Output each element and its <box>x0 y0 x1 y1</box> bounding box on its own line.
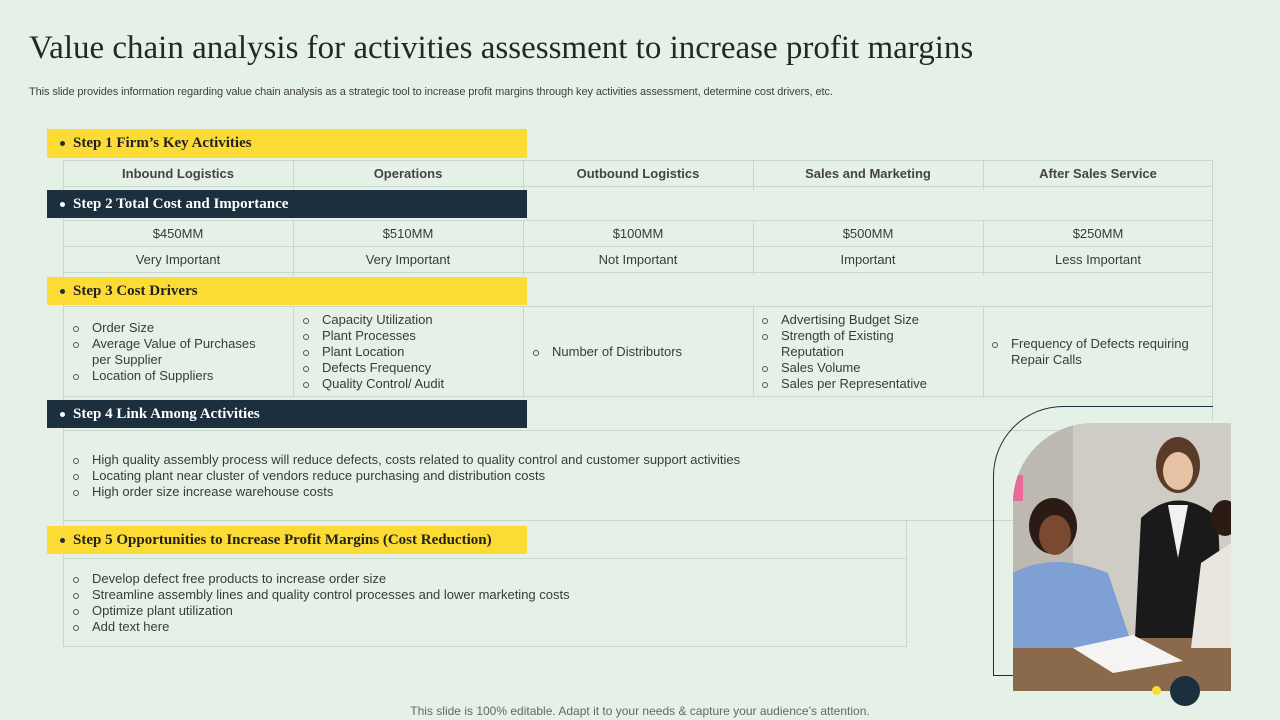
list-item: Capacity Utilization <box>301 312 501 328</box>
bullet-dot <box>60 141 65 146</box>
list-item: Frequency of Defects requiring Repair Calls <box>990 336 1190 368</box>
links-list <box>71 431 831 520</box>
bullet-dot <box>60 202 65 207</box>
activity-cell: After Sales Service <box>1039 166 1157 181</box>
bullet-dot <box>60 412 65 417</box>
decor-yellow-dot <box>1152 686 1161 695</box>
cost-drivers-outbound <box>531 307 761 396</box>
cost-drivers-inbound <box>71 307 301 396</box>
decor-navy-circle <box>1170 676 1200 706</box>
step4-header <box>47 400 527 428</box>
list-item: Plant Processes <box>301 328 501 344</box>
list-item: Optimize plant utilization <box>71 603 831 619</box>
cost-cell: $510MM <box>382 226 434 241</box>
activity-cell: Inbound Logistics <box>122 166 234 181</box>
activity-cell: Sales and Marketing <box>805 166 931 181</box>
list-item: Quality Control/ Audit <box>301 376 501 392</box>
step1-header <box>47 129 527 158</box>
step5-label: Step 5 Opportunities to Increase Profit Margins (Cost Reduction) <box>73 531 492 548</box>
list-item: High quality assembly process will reduce defects, costs related to quality control and customer support activities <box>71 452 831 468</box>
list-item: Plant Location <box>301 344 501 360</box>
activity-cell: Outbound Logistics <box>576 166 700 181</box>
list-item: High order size increase warehouse costs <box>71 484 831 500</box>
list-item: Strength of Existing Reputation <box>760 328 960 360</box>
step1-label: Step 1 Firm’s Key Activities <box>73 135 252 151</box>
cost-cell: $250MM <box>1072 226 1124 241</box>
page-subtitle: This slide provides information regarding value chain analysis as a strategic tool to increase profit margins through key activities assessment, determine cost drivers, etc. <box>29 86 833 98</box>
step2-label: Step 2 Total Cost and Importance <box>73 195 289 212</box>
importance-cell: Important <box>840 252 896 267</box>
cost-drivers-after-sales <box>990 307 1220 396</box>
list-item: Order Size <box>71 320 271 336</box>
step3-label: Step 3 Cost Drivers <box>73 282 198 299</box>
bullet-dot <box>60 289 65 294</box>
activity-cell: Operations <box>373 166 443 181</box>
importance-cell: Not Important <box>598 252 678 267</box>
step4-label: Step 4 Link Among Activities <box>73 405 260 422</box>
step5-header <box>47 526 527 554</box>
list-item: Add text here <box>71 619 831 635</box>
opportunities-list <box>71 559 831 646</box>
list-item: Average Value of Purchases per Supplier <box>71 336 271 368</box>
importance-cell: Very Important <box>135 252 221 267</box>
importance-cell: Very Important <box>365 252 451 267</box>
list-item: Location of Suppliers <box>71 368 271 384</box>
list-item: Streamline assembly lines and quality control processes and lower marketing costs <box>71 587 831 603</box>
team-photo-illustration <box>1013 423 1231 691</box>
list-item: Develop defect free products to increase order size <box>71 571 831 587</box>
bullet-dot <box>60 538 65 543</box>
list-item: Defects Frequency <box>301 360 501 376</box>
list-item: Number of Distributors <box>531 344 731 360</box>
cost-cell: $100MM <box>612 226 664 241</box>
cost-cell: $450MM <box>152 226 204 241</box>
step2-header <box>47 190 527 218</box>
list-item: Sales Volume <box>760 360 960 376</box>
team-photo <box>1013 423 1231 691</box>
footer-note: This slide is 100% editable. Adapt it to your needs & capture your audience’s attention. <box>410 704 870 718</box>
cost-drivers-sales <box>760 307 990 396</box>
page-title: Value chain analysis for activities assessment to increase profit margins <box>29 30 974 66</box>
list-item: Sales per Representative <box>760 376 960 392</box>
list-item: Advertising Budget Size <box>760 312 960 328</box>
step3-header <box>47 277 527 305</box>
list-item: Locating plant near cluster of vendors reduce purchasing and distribution costs <box>71 468 831 484</box>
importance-cell: Less Important <box>1055 252 1141 267</box>
cost-cell: $500MM <box>842 226 894 241</box>
cost-drivers-operations <box>301 307 531 396</box>
